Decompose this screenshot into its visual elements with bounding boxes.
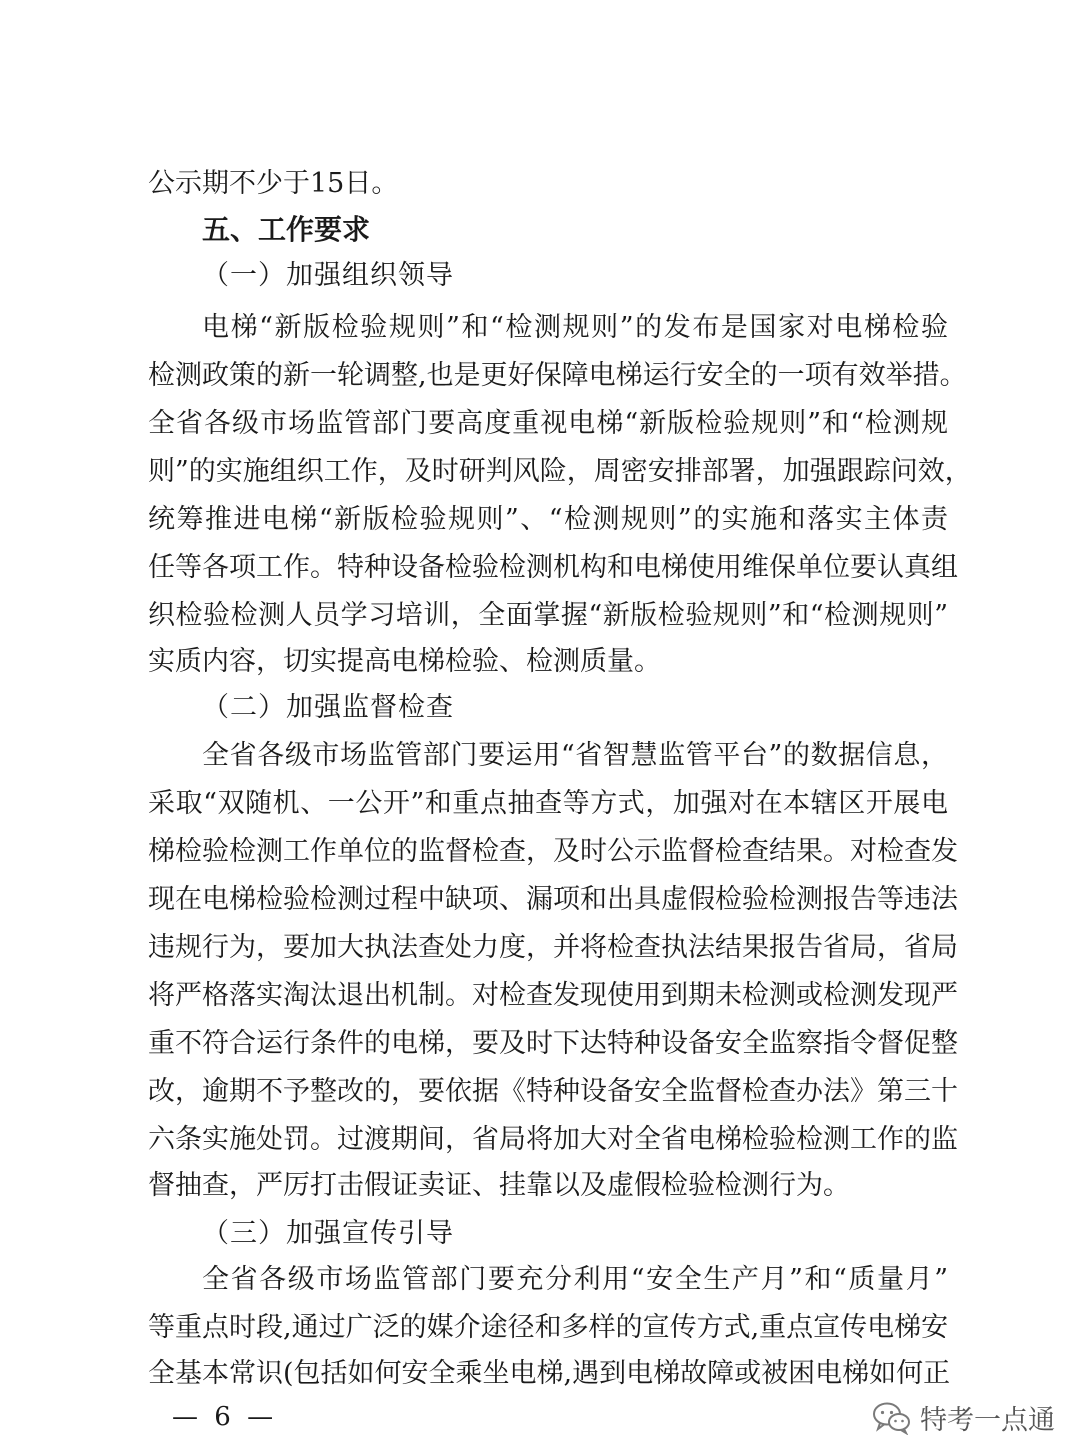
subsection-heading: （一）加强组织领导	[202, 260, 454, 291]
section-heading: 五、工作要求	[202, 213, 371, 246]
body-text-line: 等重点时段,通过广泛的媒介途径和多样的宣传方式,重点宣传电梯安	[148, 1312, 949, 1343]
body-text-line: 全省各级市场监管部门要充分利用“安全生产月”和“质量月”	[202, 1264, 948, 1295]
body-text-line: 则”的实施组织工作，及时研判风险，周密安排部署，加强跟踪问效，	[148, 456, 972, 487]
subsection-heading: （三）加强宣传引导	[202, 1218, 454, 1249]
body-text-line: 电梯“新版检验规则”和“检测规则”的发布是国家对电梯检验	[202, 312, 948, 343]
body-text-line: 将严格落实淘汰退出机制。对检查发现使用到期未检测或检测发现严	[148, 980, 958, 1011]
body-text-line: 实质内容，切实提高电梯检验、检测质量。	[148, 646, 661, 677]
body-text-line: 现在电梯检验检测过程中缺项、漏项和出具虚假检验检测报告等违法	[148, 884, 958, 915]
body-text-line: 违规行为，要加大执法查处力度，并将检查执法结果报告省局，省局	[148, 932, 958, 963]
body-text-line: 全基本常识(包括如何安全乘坐电梯,遇到电梯故障或被困电梯如何正	[148, 1358, 951, 1389]
body-text-line: 全省各级市场监管部门要运用“省智慧监管平台”的数据信息，	[202, 740, 948, 771]
body-text-line: 改，逾期不予整改的，要依据《特种设备安全监督检查办法》第三十	[148, 1076, 958, 1107]
body-text-line: 采取“双随机、一公开”和重点抽查等方式，加强对在本辖区开展电	[148, 788, 948, 819]
page-number: — 6 —	[172, 1402, 278, 1432]
body-text-line: 织检验检测人员学习培训，全面掌握“新版检验规则”和“检测规则”	[148, 600, 948, 631]
body-text-line: 重不符合运行条件的电梯，要及时下达特种设备安全监察指令督促整	[148, 1028, 958, 1059]
body-text-line: 督抽查，严厉打击假证卖证、挂靠以及虚假检验检测行为。	[148, 1170, 850, 1201]
body-text-line: 检测政策的新一轮调整,也是更好保障电梯运行安全的一项有效举措。	[148, 360, 967, 391]
body-text-line: 梯检验检测工作单位的监督检查，及时公示监督检查结果。对检查发	[148, 836, 958, 867]
body-text-line: 统筹推进电梯“新版检验规则”、“检测规则”的实施和落实主体责	[148, 504, 948, 535]
watermark-text: 特考一点通	[920, 1405, 1055, 1436]
subsection-heading: （二）加强监督检查	[202, 692, 454, 723]
wechat-icon	[872, 1401, 912, 1435]
body-text-line: 公示期不少于15日。	[148, 168, 399, 199]
body-text-line: 全省各级市场监管部门要高度重视电梯“新版检验规则”和“检测规	[148, 408, 948, 439]
wechat-watermark	[872, 1398, 1055, 1437]
body-text-line: 任等各项工作。特种设备检验检测机构和电梯使用维保单位要认真组	[148, 552, 958, 583]
body-text-line: 六条实施处罚。过渡期间，省局将加大对全省电梯检验检测工作的监	[148, 1124, 958, 1155]
